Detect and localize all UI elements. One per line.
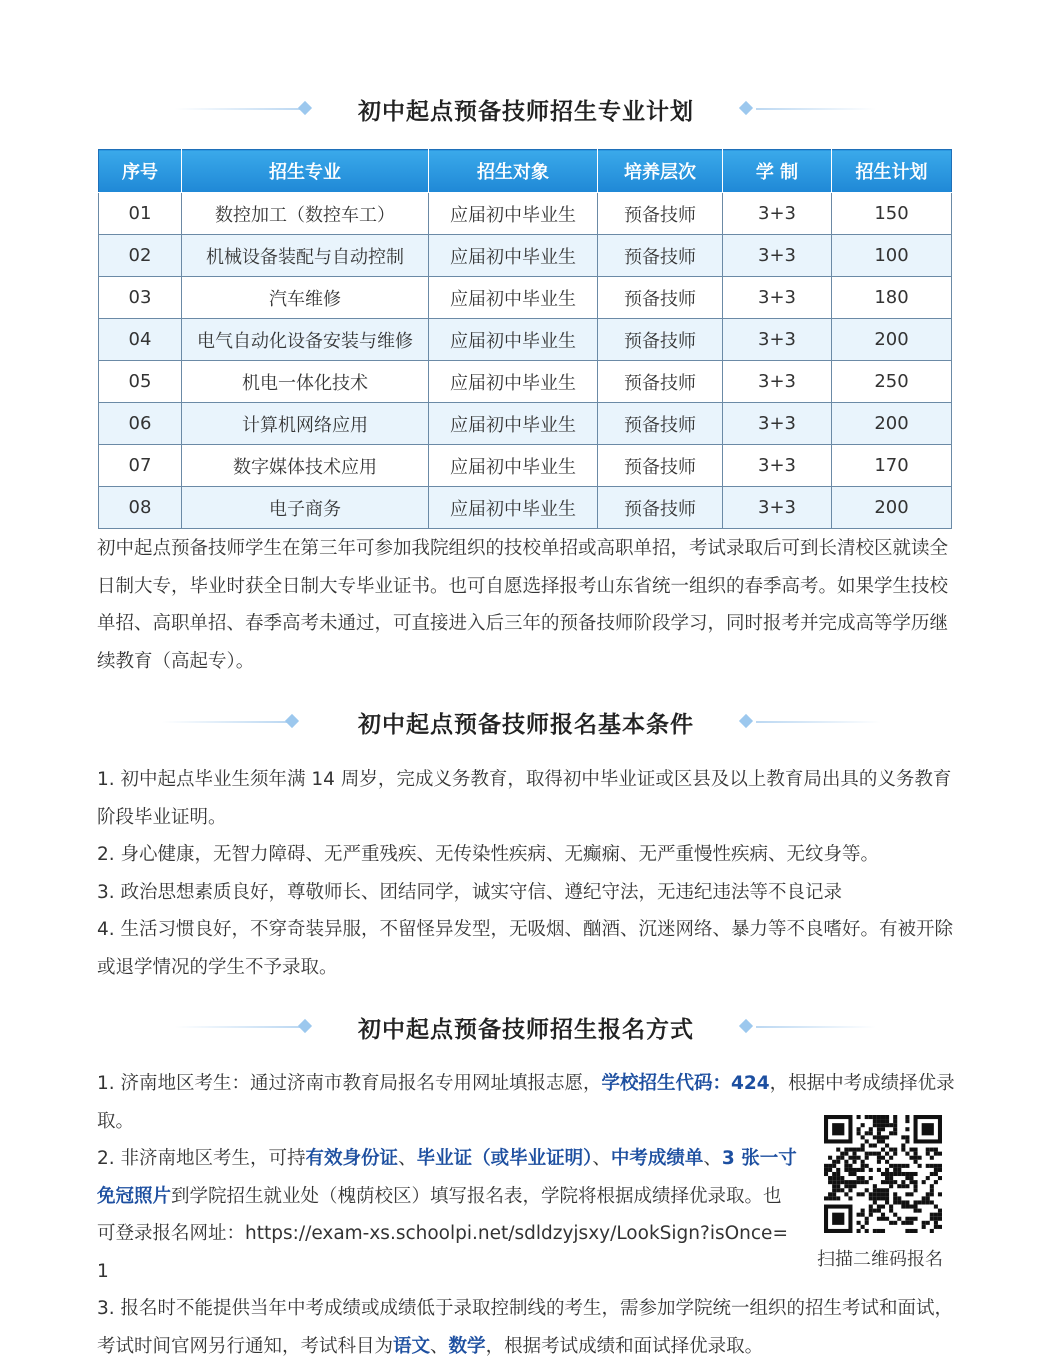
header-duration: 学 制 (723, 150, 832, 193)
cell-duration: 3+3 (723, 235, 832, 277)
table-header-row (99, 150, 952, 193)
cell-quota: 100 (832, 235, 952, 277)
cell-level: 预备技师 (598, 361, 723, 403)
intro-paragraph: 初中起点预备技师学生在第三年可参加我院组织的技校单招或高职单招，考试录取后可到长清校区就读全日制大专，毕业时获全日制大专毕业证书。也可自愿选择报考山东省统一组织的春季高考。如果学生技校单招、高职单招、春季高考未通过，可直接进入后三年的预备技师阶段学习，同时报考并完成高等学历继续教育（高起专）。 (97, 538, 949, 672)
required-doc-photos: 3 张一寸免冠照片 (97, 1148, 797, 1207)
cell-target: 应届初中毕业生 (429, 319, 598, 361)
cell-duration: 3+3 (723, 445, 832, 487)
title-line-right (756, 108, 876, 110)
header-quota: 招生计划 (832, 150, 952, 193)
section-registration-header (0, 1007, 1052, 1047)
table-row (99, 487, 952, 529)
cell-major: 机械设备装配与自动控制 (182, 235, 429, 277)
requirement-item: 1. 初中起点毕业生须年满 14 周岁，完成义务教育，取得初中毕业证或区县及以上教育局出具的义务教育阶段毕业证明。 (97, 769, 952, 828)
table-row (99, 193, 952, 235)
required-doc-id: 有效身份证 (305, 1148, 399, 1169)
cell-target: 应届初中毕业生 (429, 277, 598, 319)
cell-target: 应届初中毕业生 (429, 361, 598, 403)
cell-index: 08 (99, 487, 182, 529)
header-target: 招生对象 (429, 150, 598, 193)
cell-level: 预备技师 (598, 277, 723, 319)
registration-text: ，根据考试成绩和面试择优录取。 (485, 1335, 764, 1357)
cell-index: 01 (99, 193, 182, 235)
enrollment-plan-table (98, 149, 952, 529)
separator: 、 (430, 1335, 449, 1357)
cell-duration: 3+3 (723, 361, 832, 403)
required-doc-scores: 中考成绩单 (610, 1148, 704, 1169)
header-major: 招生专业 (182, 150, 429, 193)
cell-major: 机电一体化技术 (182, 361, 429, 403)
cell-quota: 200 (832, 319, 952, 361)
header-index: 序号 (99, 150, 182, 193)
cell-index: 04 (99, 319, 182, 361)
section-plan-header (0, 89, 1052, 129)
school-code: 学校招生代码：424 (601, 1073, 770, 1094)
cell-target: 应届初中毕业生 (429, 445, 598, 487)
cell-duration: 3+3 (723, 487, 832, 529)
qr-code-icon (824, 1115, 942, 1233)
section-requirements-title: 初中起点预备技师报名基本条件 (358, 711, 694, 738)
table-row (99, 319, 952, 361)
section-registration-title: 初中起点预备技师招生报名方式 (358, 1016, 694, 1043)
cell-quota: 180 (832, 277, 952, 319)
table-row (99, 277, 952, 319)
section-requirements-header (0, 702, 1052, 742)
cell-level: 预备技师 (598, 235, 723, 277)
cell-quota: 200 (832, 403, 952, 445)
registration-text: 到学院招生就业处（槐荫校区）填写报名表，学院将根据成绩择优录取。也可登录报名网址：https://exam-xs.schoolpi.net/sdldzyjsxy/LookSign?isOnce=1 (97, 1185, 788, 1282)
exam-subject-chinese: 语文 (393, 1335, 431, 1357)
cell-index: 05 (99, 361, 182, 403)
separator: 、 (398, 1148, 417, 1169)
registration-text: 2. 非济南地区考生，可持 (97, 1148, 306, 1169)
requirement-item: 2. 身心健康，无智力障碍、无严重残疾、无传染性疾病、无癫痫、无严重慢性疾病、无纹身等。 (97, 844, 880, 865)
table-row (99, 361, 952, 403)
cell-major: 数字媒体技术应用 (182, 445, 429, 487)
cell-level: 预备技师 (598, 403, 723, 445)
title-line-right (756, 721, 881, 723)
table-row (99, 403, 952, 445)
registration-item-other (97, 1140, 797, 1290)
cell-target: 应届初中毕业生 (429, 487, 598, 529)
separator: 、 (703, 1148, 722, 1169)
registration-qr-code[interactable] (824, 1115, 942, 1233)
cell-quota: 250 (832, 361, 952, 403)
registration-item-exam (97, 1290, 955, 1365)
registration-text: ，根据中考成绩择优录取。 (97, 1073, 955, 1132)
header-level: 培养层次 (598, 150, 723, 193)
cell-index: 07 (99, 445, 182, 487)
cell-major: 汽车维修 (182, 277, 429, 319)
exam-subject-math: 数学 (448, 1335, 486, 1357)
cell-major: 数控加工（数控车工） (182, 193, 429, 235)
separator: 、 (592, 1148, 611, 1169)
requirement-item: 3. 政治思想素质良好，尊敬师长、团结同学，诚实守信、遵纪守法，无违纪违法等不良记录 (97, 881, 843, 903)
required-doc-diploma: 毕业证（或毕业证明） (416, 1148, 593, 1169)
cell-major: 计算机网络应用 (182, 403, 429, 445)
cell-duration: 3+3 (723, 277, 832, 319)
registration-text: 3. 报名时不能提供当年中考成绩或成绩低于录取控制线的考生，需参加学院统一组织的招生考试和面试，考试时间官网另行通知，考试科目为 (97, 1298, 954, 1357)
table-row (99, 235, 952, 277)
cell-index: 03 (99, 277, 182, 319)
cell-level: 预备技师 (598, 445, 723, 487)
cell-target: 应届初中毕业生 (429, 193, 598, 235)
table-row (99, 445, 952, 487)
cell-duration: 3+3 (723, 403, 832, 445)
requirement-item: 4. 生活习惯良好，不穿奇装异服，不留怪异发型，无吸烟、酗酒、沉迷网络、暴力等不良嗜好。有被开除或退学情况的学生不予录取。 (97, 919, 954, 978)
cell-duration: 3+3 (723, 193, 832, 235)
cell-target: 应届初中毕业生 (429, 403, 598, 445)
cell-index: 02 (99, 235, 182, 277)
cell-major: 电子商务 (182, 487, 429, 529)
cell-major: 电气自动化设备安装与维修 (182, 319, 429, 361)
cell-target: 应届初中毕业生 (429, 235, 598, 277)
cell-level: 预备技师 (598, 319, 723, 361)
requirements-list (97, 761, 955, 986)
cell-duration: 3+3 (723, 319, 832, 361)
section-plan-title: 初中起点预备技师招生专业计划 (358, 98, 694, 125)
cell-index: 06 (99, 403, 182, 445)
title-line-right (756, 1026, 876, 1028)
cell-level: 预备技师 (598, 487, 723, 529)
cell-level: 预备技师 (598, 193, 723, 235)
cell-quota: 170 (832, 445, 952, 487)
qr-caption: 扫描二维码报名 (817, 1249, 943, 1270)
registration-text: 1. 济南地区考生：通过济南市教育局报名专用网址填报志愿， (97, 1073, 602, 1094)
cell-quota: 200 (832, 487, 952, 529)
cell-quota: 150 (832, 193, 952, 235)
